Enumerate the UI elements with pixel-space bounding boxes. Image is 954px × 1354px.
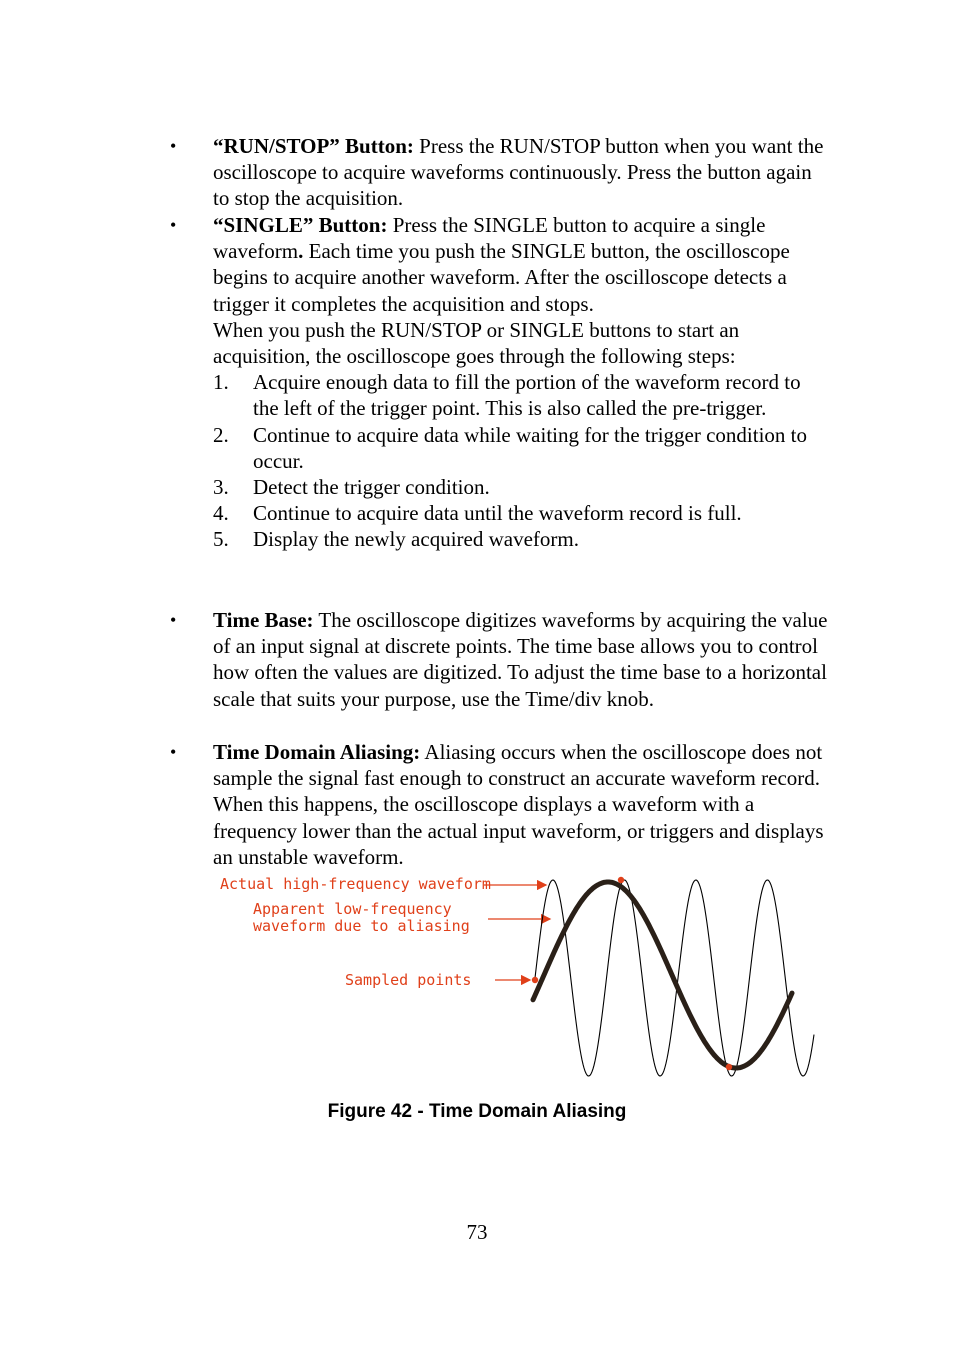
step-text: Continue to acquire data while waiting for the trigger condition to occur. xyxy=(253,422,808,473)
followup-paragraph: When you push the RUN/STOP or SINGLE buttons to start an acquisition, the oscilloscope goes through the following steps: xyxy=(213,317,740,369)
label-apparent-waveform-line2: waveform due to aliasing xyxy=(253,917,470,935)
sample-point xyxy=(532,977,538,983)
label-sampled-points: Sampled points xyxy=(345,971,472,989)
bullet-title: “RUN/STOP” Button: xyxy=(213,134,414,158)
bullet-text: Press the SINGLE button to acquire a single waveform xyxy=(213,213,766,264)
bullet-single xyxy=(170,212,828,553)
step-text: Acquire enough data to fill the portion of the waveform record to the left of the trigger point. This is also called the pre-trigger. xyxy=(253,370,801,421)
bullet-time-domain-aliasing xyxy=(170,739,828,870)
step-text: Display the newly acquired waveform. xyxy=(253,527,579,552)
bullet-symbol: • xyxy=(170,742,177,762)
bullet-symbol: • xyxy=(170,136,177,156)
bullet-symbol: • xyxy=(170,215,177,235)
figure-caption: Figure 42 - Time Domain Aliasing xyxy=(327,1101,627,1122)
label-actual-waveform: Actual high-frequency waveform xyxy=(220,875,491,893)
bullet-run-stop xyxy=(170,133,828,212)
bullet-text-period: . xyxy=(298,239,304,264)
page-number: 73 xyxy=(466,1220,488,1244)
step-text: Detect the trigger condition. xyxy=(253,475,490,500)
list-item xyxy=(213,369,828,421)
step-number: 5. xyxy=(213,527,229,552)
bullet-text: Press the RUN/STOP button when you want the oscilloscope to acquire waveforms continuously. Press the button again to stop the acquisition. xyxy=(213,134,824,211)
step-number: 4. xyxy=(213,501,229,526)
bullet-text: Aliasing occurs when the oscilloscope does not sample the signal fast enough to construct an accurate waveform record. When this happens, the oscilloscope displays a waveform with a frequency lower than the actual input waveform, or triggers and displays an unstable waveform. xyxy=(213,740,824,869)
bullet-time-base xyxy=(170,607,828,712)
step-number: 3. xyxy=(213,475,229,500)
bullet-symbol: • xyxy=(170,610,177,630)
list-item xyxy=(213,474,828,500)
aliasing-figure xyxy=(210,868,830,1083)
step-number: 1. xyxy=(213,370,229,395)
sample-point xyxy=(618,877,624,883)
bullet-title: Time Base: xyxy=(213,608,314,632)
step-text: Continue to acquire data until the waveform record is full. xyxy=(253,501,742,526)
acquisition-steps xyxy=(213,369,828,552)
aliased-low-frequency-waveform xyxy=(533,882,792,1068)
list-item xyxy=(213,526,828,552)
bullet-text: Each time you push the SINGLE button, the oscilloscope begins to acquire another waveform. After the oscilloscope detects a trigger it completes the acquisition and stops. xyxy=(213,239,790,316)
aliasing-diagram xyxy=(210,868,830,1083)
step-number: 2. xyxy=(213,422,229,447)
bullet-text: The oscilloscope digitizes waveforms by acquiring the value of an input signal at discrete points. The time base allows you to control how often the values are digitized. To adjust the time base to a horizontal scale that suits your purpose, use the Time/div knob. xyxy=(213,608,828,711)
label-apparent-waveform-line1: Apparent low-frequency xyxy=(253,900,452,918)
bullet-title: Time Domain Aliasing: xyxy=(213,740,421,764)
sample-point xyxy=(726,1064,732,1070)
list-item xyxy=(213,500,828,526)
bullet-title: “SINGLE” Button: xyxy=(213,213,388,237)
list-item xyxy=(213,422,828,474)
